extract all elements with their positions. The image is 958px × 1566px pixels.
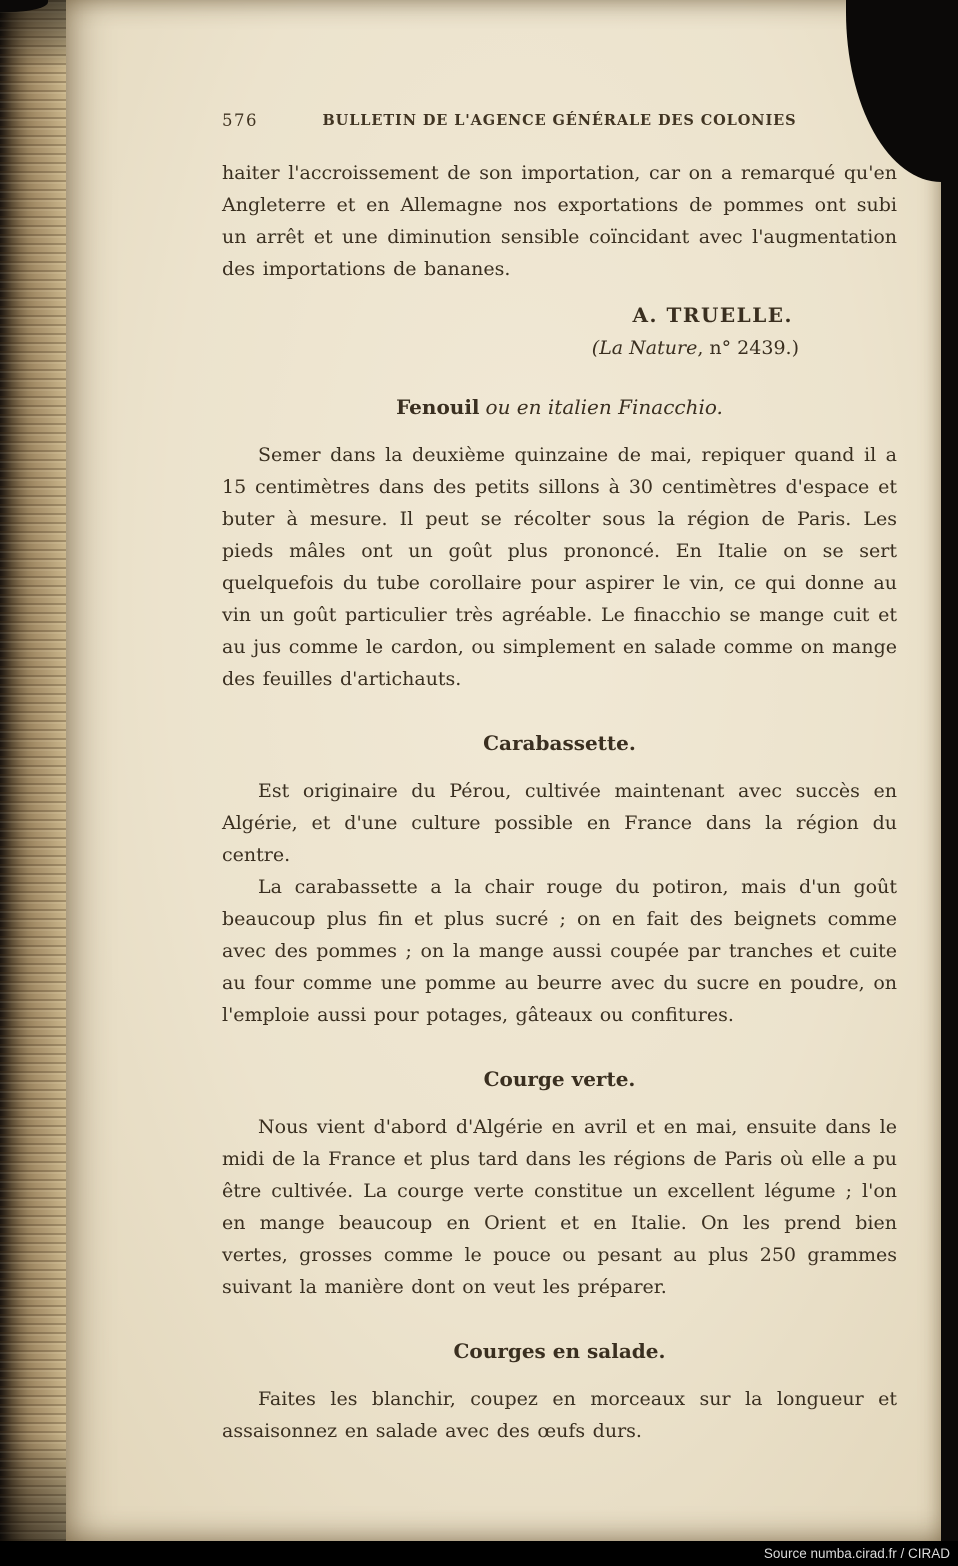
printed-content	[222, 112, 897, 1447]
section-title: Fenouil	[396, 395, 480, 419]
journal-running-title: BULLETIN DE L'AGENCE GÉNÉRALE DES COLONIES	[322, 112, 797, 129]
reference-prefix: (	[591, 337, 600, 359]
page-number: 576	[222, 111, 258, 130]
reference-journal-title: La Nature	[599, 337, 698, 359]
section-title: Courges en salade.	[453, 1339, 666, 1363]
paragraph: Faites les blanchir, coupez en morceaux sur la longueur et assaisonnez en salade avec des œufs durs.	[222, 1388, 897, 1442]
source-reference	[222, 337, 897, 359]
author-signature: A. TRUELLE.	[632, 303, 793, 327]
section-title: Courge verte.	[483, 1067, 636, 1091]
scan-black-right-edge	[941, 0, 958, 1541]
section-heading-courge-verte	[222, 1067, 897, 1091]
continuation-paragraph: haiter l'accroissement de son importation, car on a remarqué qu'en Angleterre et en Allemagne nos exportations de pommes ont subi un arrêt et une diminution sensible coïncidant avec l'augmentation des importations de bananes.	[222, 162, 897, 280]
section-title: Carabassette.	[483, 731, 636, 755]
paragraph: Semer dans la deuxième quinzaine de mai, repiquer quand il a 15 centimètres dans des petits sillons à 30 centimètres d'espace et buter à mesure. Il peut se récolter sous la région de Paris. Les pieds mâles ont un goût plus prononcé. En Italie on se sert quelquefois du tube corollaire pour aspirer le vin, ce qui donne au vin un goût particulier très agréable. Le finacchio se mange cuit et au jus comme le cardon, ou simplement en salade comme on mange des feuilles d'artichauts.	[222, 444, 897, 690]
paper-page	[66, 0, 941, 1541]
book-page-edges	[0, 0, 66, 1541]
section-heading-fenouil	[222, 395, 897, 419]
paragraph: Nous vient d'abord d'Algérie en avril et en mai, ensuite dans le midi de la France et plus tard dans les régions de Paris où elle a pu être cultivée. La courge verte constitue un excellent légume ; l'on en mange beaucoup en Orient et en Italie. On les prend bien vertes, grosses comme le pouce ou pesant au plus 250 grammes suivant la manière dont on veut les préparer.	[222, 1116, 897, 1298]
section-heading-courges-en-salade	[222, 1339, 897, 1363]
page-header	[222, 112, 897, 129]
paragraph: Est originaire du Pérou, cultivée maintenant avec succès en Algérie, et d'une culture possible en France dans la région du centre.	[222, 780, 897, 866]
paragraph: La carabassette a la chair rouge du potiron, mais d'un goût beaucoup plus fin et plus sucré ; on en fait des beignets comme avec des pommes ; on la mange aussi coupée par tranches et cuite au four comme une pomme au beurre avec du sucre en poudre, on l'emploie aussi pour potages, gâteaux ou confitures.	[222, 876, 897, 1026]
section-heading-carabassette	[222, 731, 897, 755]
section-subtitle: ou en italien Finacchio.	[485, 395, 723, 419]
reference-issue: , n° 2439.)	[697, 337, 799, 359]
source-credit-bar	[0, 1541, 958, 1566]
source-credit-text: Source numba.cirad.fr / CIRAD	[763, 1546, 950, 1561]
